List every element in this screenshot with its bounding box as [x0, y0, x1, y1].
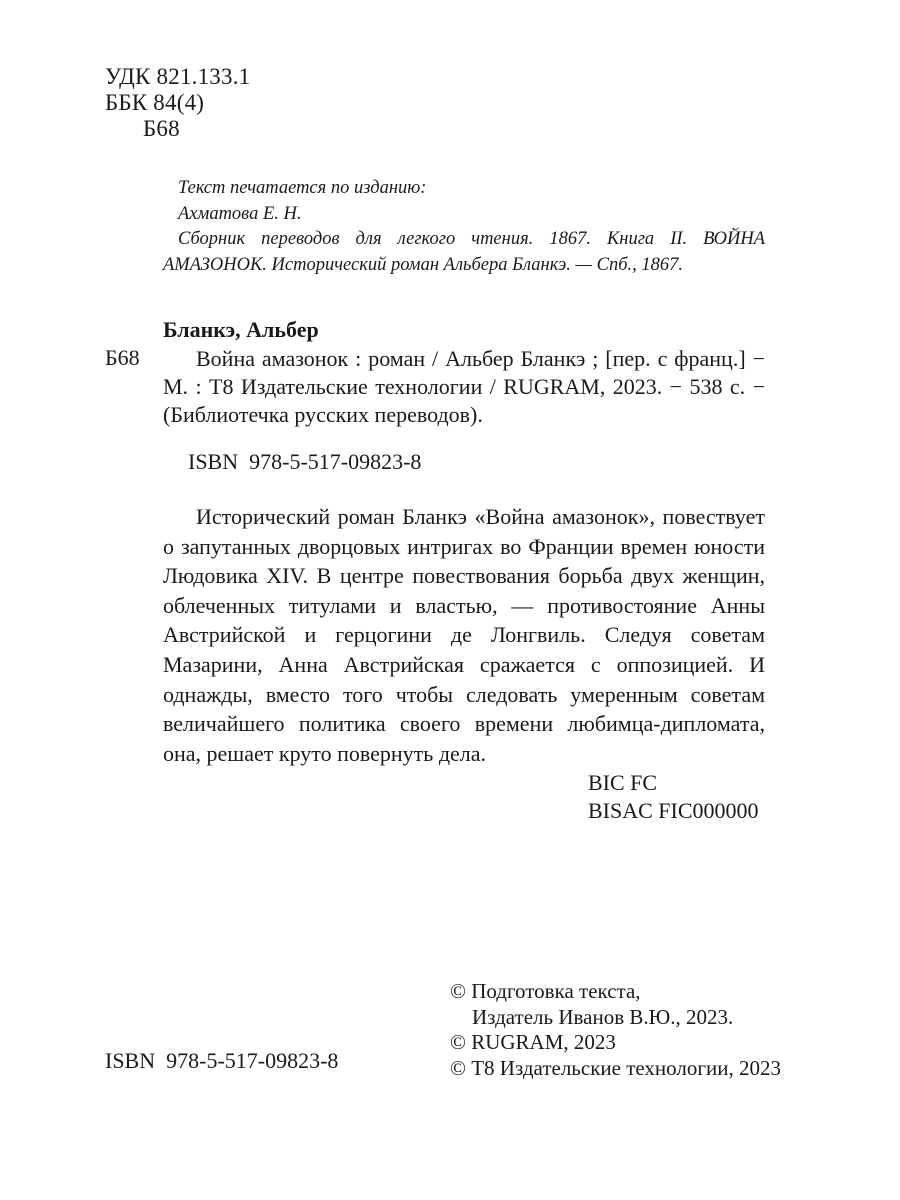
copyright-line-text-preparation: © Подготовка текста,: [450, 979, 641, 1003]
source-edition-note: [163, 176, 765, 278]
classification-codes: [105, 64, 250, 142]
biblio-author: Бланкэ, Альбер: [163, 317, 319, 342]
isbn-footer: ISBN 978-5-517-09823-8: [105, 1048, 339, 1073]
copyright-line-t8: © Т8 Издательские технологии, 2023: [450, 1055, 781, 1080]
isbn-primary: ISBN 978-5-517-09823-8: [188, 449, 422, 474]
biblio-description: Война амазонок : роман / Альбер Бланкэ ; [пер. с франц.] − М. : Т8 Издательские технологии / RUGRAM, 2023. − 538 с. − (Библиотечка русских переводов).: [163, 346, 765, 427]
biblio-shelf-marker: Б68: [105, 345, 140, 370]
book-annotation: Исторический роман Бланкэ «Война амазонок», повествует о запутанных дворцовых интригах во Франции времен юности Людовика XIV. В центре повествования борьба двух женщин, облеченных титулами и властью, — противостояние Анны Австрийской и герцогини де Лонгвиль. Следуя советам Мазарини, Анна Австрийская сражается с оппозицией. И однажды, вместо того чтобы следовать умеренным советам величайшего политика своего времени любимца-дипломата, она, решает круто повернуть дела.: [163, 504, 765, 766]
copyright-line-rugram: © RUGRAM, 2023: [450, 1030, 616, 1054]
shelf-mark-code: Б68: [143, 116, 180, 141]
source-note-citation-line-1: Сборник переводов для легкого чтения. 1867. Книга II. ВОЙНА: [178, 229, 765, 249]
source-note-intro: Текст печатается по изданию:: [178, 178, 427, 198]
source-note-compiler: Ахматова Е. Н.: [178, 203, 302, 224]
subject-classification-codes: [588, 769, 759, 825]
copyright-line-publisher: Издатель Иванов В.Ю., 2023.: [472, 1004, 734, 1029]
source-note-citation-line-2: АМАЗОНОК. Исторический роман Альбера Бланкэ. — Спб., 1867.: [163, 254, 684, 275]
copyright-block: [450, 979, 781, 1081]
bisac-code: BISAC FIC000000: [588, 798, 759, 823]
bbk-code: ББК 84(4): [105, 90, 205, 115]
bibliographic-record: [163, 316, 765, 429]
udk-code: УДК 821.133.1: [105, 64, 251, 89]
bic-code: BIC FC: [588, 770, 658, 795]
